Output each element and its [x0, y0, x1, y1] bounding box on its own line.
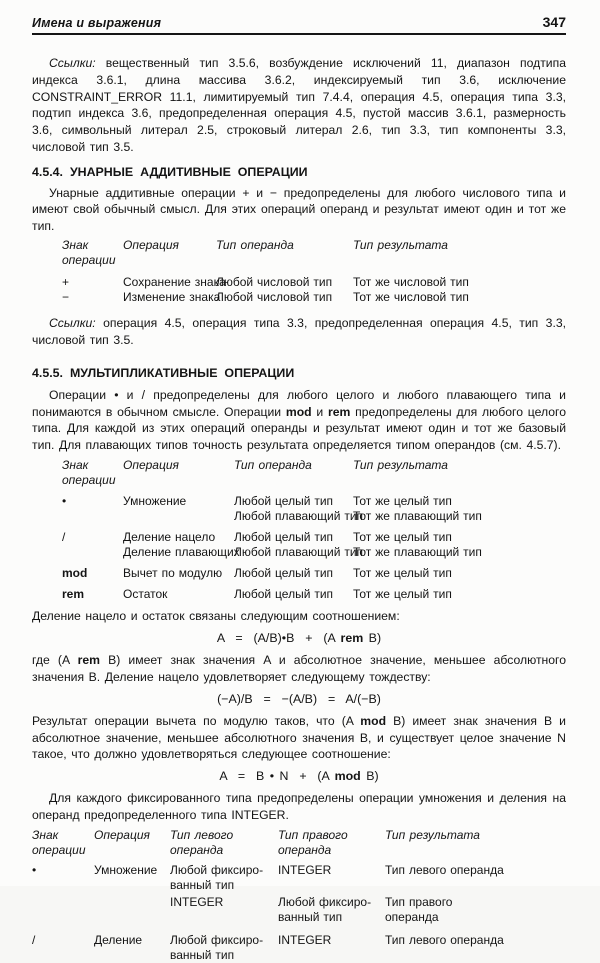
keyword-mod: mod [360, 713, 387, 728]
table-header-cell: Знак операции [62, 457, 116, 488]
text-run: Операции • и / предопределены для любого целого и любого плавающего типа и понимаются в обычном смысле. Операции [32, 387, 566, 419]
section-heading-4-5-5: 4.5.5. МУЛЬТИПЛИКАТИВНЫЕ ОПЕРАЦИИ [32, 365, 295, 380]
table-cell [94, 948, 170, 963]
table-cell: Любой числовой тип [216, 275, 333, 290]
table-cell: Сохранение знака [123, 275, 226, 290]
multiplicative-intro-paragraph [32, 387, 566, 454]
table-header-cell: Тип операнда [234, 457, 312, 472]
table-cell: Тот же целый тип [353, 530, 452, 545]
table-cell [123, 509, 234, 524]
fixed-type-intro-paragraph: Для каждого фиксированного типа предопределены операции умножения и деления на операнд предопределенного типа INTEGER. [32, 791, 566, 822]
keyword-rem: rem [77, 653, 100, 668]
table-cell [62, 545, 123, 560]
text-run: и [311, 404, 328, 419]
table-cell [385, 948, 566, 963]
table-cell: Умножение [94, 863, 158, 878]
table-cell: • [62, 494, 67, 509]
table-cell: Умножение [123, 494, 187, 509]
table-header-cell: Тип результата [385, 827, 480, 842]
table-header-cell: Знак операции [32, 827, 86, 857]
table-cell: Любой целый тип [234, 587, 334, 602]
table-cell: Любой целый тип [234, 566, 334, 581]
table-cell: ванный тип [170, 948, 235, 963]
table-cell [32, 910, 94, 925]
table-cell-rem: rem [62, 587, 85, 602]
table-header-cell: Тип правого операнда [278, 827, 348, 857]
table-cell: Деление нацело [123, 530, 216, 545]
table-cell: Любой целый тип [234, 530, 334, 545]
unary-intro-paragraph: Унарные аддитивные операции + и − предопределены для любого числового типа и имеют свой обычный смысл. Для этих операций операнд и результат имеют один и тот же тип. [32, 185, 566, 234]
table-cell: Любой числовой тип [216, 290, 333, 305]
table-cell: • [32, 863, 37, 878]
table-cell: Любой фиксиро- [170, 863, 264, 878]
unary-operations-table [62, 238, 566, 305]
page-number: 347 [542, 14, 566, 30]
table-cell: Любой фиксиро- [278, 895, 372, 910]
keyword-mod: mod [334, 769, 361, 784]
table-cell: Тот же числовой тип [353, 275, 469, 290]
table-header-cell: Операция [94, 827, 150, 842]
formula-text: A = B • N + (A [219, 769, 335, 784]
formula-rem [32, 631, 566, 646]
keyword-rem: rem [327, 404, 351, 419]
table-cell [32, 878, 94, 893]
table-cell [32, 948, 94, 963]
table-header-cell: Тип результата [353, 237, 448, 252]
table-cell: Изменение знака [123, 290, 221, 305]
multiplicative-operations-table [62, 458, 566, 602]
table-cell: Любой плавающий тип [234, 545, 364, 560]
table-cell: Любой целый тип [234, 494, 334, 509]
table-cell [94, 910, 170, 925]
text-run: B) имеет знак значения A и абсолютное значение, меньшее абсолютного значения B. Деление нацело удовлетворяет следующему тождеству: [32, 653, 566, 684]
table-cell: Тот же числовой тип [353, 290, 469, 305]
table-cell: ванный тип [278, 910, 343, 925]
formula-text: A = (A/B)•B + (A [216, 631, 341, 646]
table-row-gap [32, 925, 566, 933]
table-cell: Остаток [123, 587, 168, 602]
keyword-rem: rem [340, 631, 364, 646]
table-cell: Тип левого операнда [385, 933, 504, 948]
running-header [32, 14, 566, 30]
table-cell: ванный тип [170, 878, 235, 893]
table-header-cell: Операция [123, 237, 179, 252]
table-header-cell: Тип результата [353, 457, 448, 472]
table-cell [94, 895, 170, 910]
table-cell: − [62, 290, 70, 305]
table-header-cell: Операция [123, 457, 179, 472]
relation-intro-paragraph: Деление нацело и остаток связаны следующим соотношением: [32, 609, 400, 624]
table-cell: Деление [94, 933, 143, 948]
table-cell: Тот же плавающий тип [353, 509, 482, 524]
mod-note-paragraph [32, 713, 566, 763]
table-header-cell: Знак операции [62, 237, 116, 268]
table-cell [170, 910, 278, 925]
table-cell: Тот же целый тип [353, 494, 452, 509]
references-paragraph-top [32, 55, 566, 156]
references-text: операция 4.5, операция типа 3.3, предопределенная операция 4.5, тип 3.3, числовой тип 3.5. [32, 316, 566, 348]
table-cell: / [62, 530, 66, 545]
text-run: B) имеет знак значения B и абсолютное значение, меньшее абсолютного значения B, и существует целое значение N такое, что должно удовлетворяться следующее соотношение: [32, 713, 566, 762]
references-label: Ссылки: [49, 316, 96, 331]
table-cell [32, 895, 94, 910]
table-cell: Любой плавающий тип [234, 509, 364, 524]
references-label: Ссылки: [49, 56, 96, 70]
table-cell: INTEGER [278, 863, 332, 878]
text-run: предопределены для любого целого типа. Для каждой из этих операций операнды и результат имеют один и тот же базовый тип. Для плавающих типов точность результата определяется типом операндов (см. 4.5.7). [32, 404, 566, 453]
table-header-cell: Тип левого операнда [170, 827, 234, 857]
table-row-gap [62, 268, 566, 275]
header-rule [32, 33, 566, 35]
formula-identity: (−A)/B = −(A/B) = A/(−B) [217, 691, 381, 706]
table-cell [278, 948, 385, 963]
table-cell [62, 509, 123, 524]
table-header-cell: Тип операнда [216, 237, 294, 252]
table-cell: Деление плавающих [123, 545, 240, 560]
keyword-mod: mod [285, 404, 312, 419]
table-cell: Любой фиксиро- [170, 933, 264, 948]
table-cell: + [62, 275, 70, 290]
table-cell [94, 878, 170, 893]
formula-mod [32, 769, 566, 784]
table-cell: Тот же целый тип [353, 587, 452, 602]
chapter-title: Имена и выражения [32, 16, 162, 30]
formula-text: B) [360, 769, 379, 784]
references-paragraph-4-5-4 [32, 315, 566, 349]
table-cell: Тот же целый тип [353, 566, 452, 581]
table-cell: операнда [385, 910, 439, 925]
table-cell [385, 878, 566, 893]
table-cell: INTEGER [278, 933, 332, 948]
rem-note-paragraph [32, 652, 566, 686]
table-cell: Тип левого операнда [385, 863, 504, 878]
table-cell: Тип правого [385, 895, 453, 910]
table-cell: Тот же плавающий тип [353, 545, 482, 560]
text-run: Результат операции вычета по модулю таков, что (A [32, 713, 361, 728]
table-cell [278, 878, 385, 893]
table-cell: / [32, 933, 36, 948]
table-cell: INTEGER [170, 895, 224, 910]
table-cell: Вычет по модулю [123, 566, 223, 581]
fixed-point-operations-table [32, 828, 566, 963]
formula-text: B) [363, 631, 382, 646]
table-cell-mod: mod [62, 566, 88, 581]
text-run: где (A [32, 653, 78, 668]
section-heading-4-5-4: 4.5.4. УНАРНЫЕ АДДИТИВНЫЕ ОПЕРАЦИИ [32, 164, 308, 179]
references-text: вещественный тип 3.5.6, возбуждение исключений 11, диапазон подтипа индекса 3.6.1, длина массива 3.6.2, индексируемый тип 3.6, исключение CONSTRAINT_ERROR 11.1, лимитируемый тип 7.4.4, операция 4.5, операция типа 3.3, подтип индекса 3.6, предопределенная операция 4.5, пустой массив 3.6.1, размерность 3.6, символьный литерал 2.5, строковый литерал 2.6, тип 3.3, тип компоненты 3.3, числовой тип 3.5. [32, 56, 566, 154]
